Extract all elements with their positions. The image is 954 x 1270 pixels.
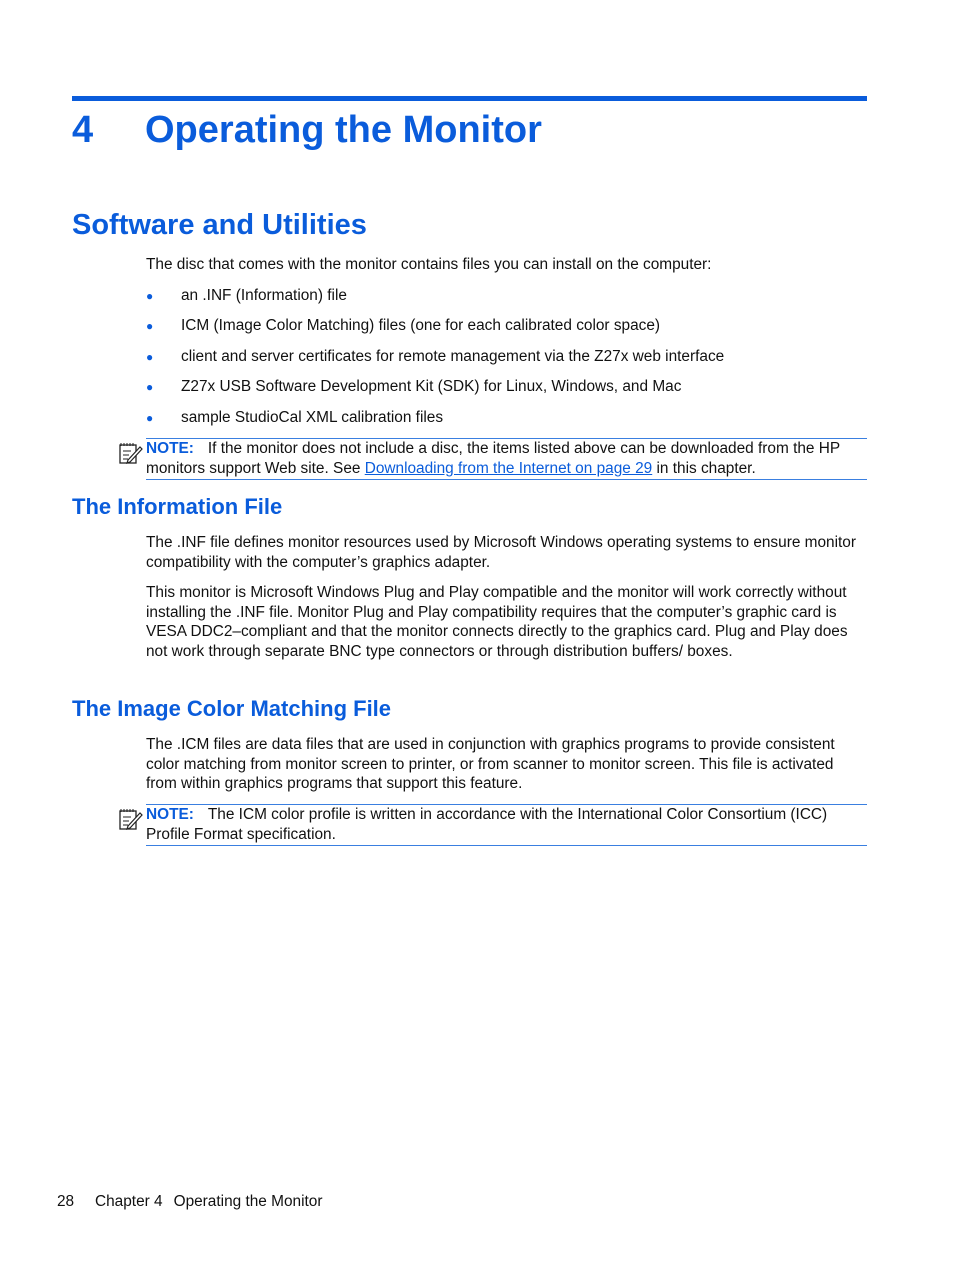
bullet-icon: ● — [146, 319, 154, 333]
bullet-text: ICM (Image Color Matching) files (one for each calibrated color space) — [181, 317, 661, 334]
bullet-text: client and server certificates for remote management via the Z27x web interface — [181, 348, 725, 365]
note-software — [146, 438, 867, 480]
bullet-item — [146, 377, 868, 397]
bullet-item — [146, 408, 868, 428]
note-text: The ICM color profile is written in accordance with the International Color Consortium (ICC) Profile Format specification. — [146, 806, 828, 843]
bullet-icon: ● — [146, 289, 154, 303]
note-text: If the monitor does not include a disc, the items listed above can be downloaded from the HP monitors support Web site. See — [146, 440, 840, 477]
chapter-number: 4 — [72, 109, 94, 151]
chapter-rule — [72, 96, 867, 101]
page-footer — [57, 1192, 322, 1212]
chapter-title — [72, 106, 542, 154]
software-intro: The disc that comes with the monitor contains files you can install on the computer: — [146, 256, 712, 273]
bullet-item — [146, 347, 868, 367]
footer-chapter-label: Chapter 4 — [95, 1193, 163, 1210]
section-heading-software: Software and Utilities — [72, 209, 367, 241]
icm-para-1: The .ICM files are data files that are used in conjunction with graphics programs to provide consistent color matching from monitor screen to printer, or from scanner to monitor screen. This file is activated from within graphics programs that support this feature. — [146, 736, 835, 792]
note-icm — [146, 804, 867, 846]
bullet-item — [146, 286, 868, 306]
note-label: NOTE: — [146, 806, 194, 823]
footer-page-number: 28 — [57, 1193, 75, 1210]
note-pencil-icon — [118, 441, 144, 465]
bullet-icon: ● — [146, 350, 154, 364]
bullet-icon: ● — [146, 380, 154, 394]
note-text-after: in this chapter. — [652, 459, 756, 477]
section-heading-icm-file: The Image Color Matching File — [72, 696, 392, 721]
bullet-icon: ● — [146, 411, 154, 425]
information-para-1: The .INF file defines monitor resources used by Microsoft Windows operating systems to ensure monitor compatibility with the computer’s graphics adapter. — [146, 534, 856, 571]
bullet-text: Z27x USB Software Development Kit (SDK) for Linux, Windows, and Mac — [181, 378, 682, 395]
chapter-title-text: Operating the Monitor — [145, 109, 542, 151]
bullet-text: sample StudioCal XML calibration files — [181, 409, 444, 426]
note-label: NOTE: — [146, 440, 194, 457]
section-heading-information-file: The Information File — [72, 494, 283, 519]
note-pencil-icon — [118, 807, 144, 831]
bullet-item — [146, 316, 868, 336]
bullet-text: an .INF (Information) file — [181, 287, 347, 304]
information-para-2: This monitor is Microsoft Windows Plug and Play compatible and the monitor will work correctly without installing the .INF file. Monitor Plug and Play compatibility requires that the computer’s graphic card is VESA DDC2–compliant and that the monitor connects directly to the graphics card. Plug and Play does not work through separate BNC type connectors or through distribution buffers/ boxes. — [146, 584, 848, 660]
footer-chapter-title: Operating the Monitor — [173, 1193, 323, 1210]
link-downloading-from-internet[interactable]: Downloading from the Internet on page 29 — [364, 459, 653, 477]
